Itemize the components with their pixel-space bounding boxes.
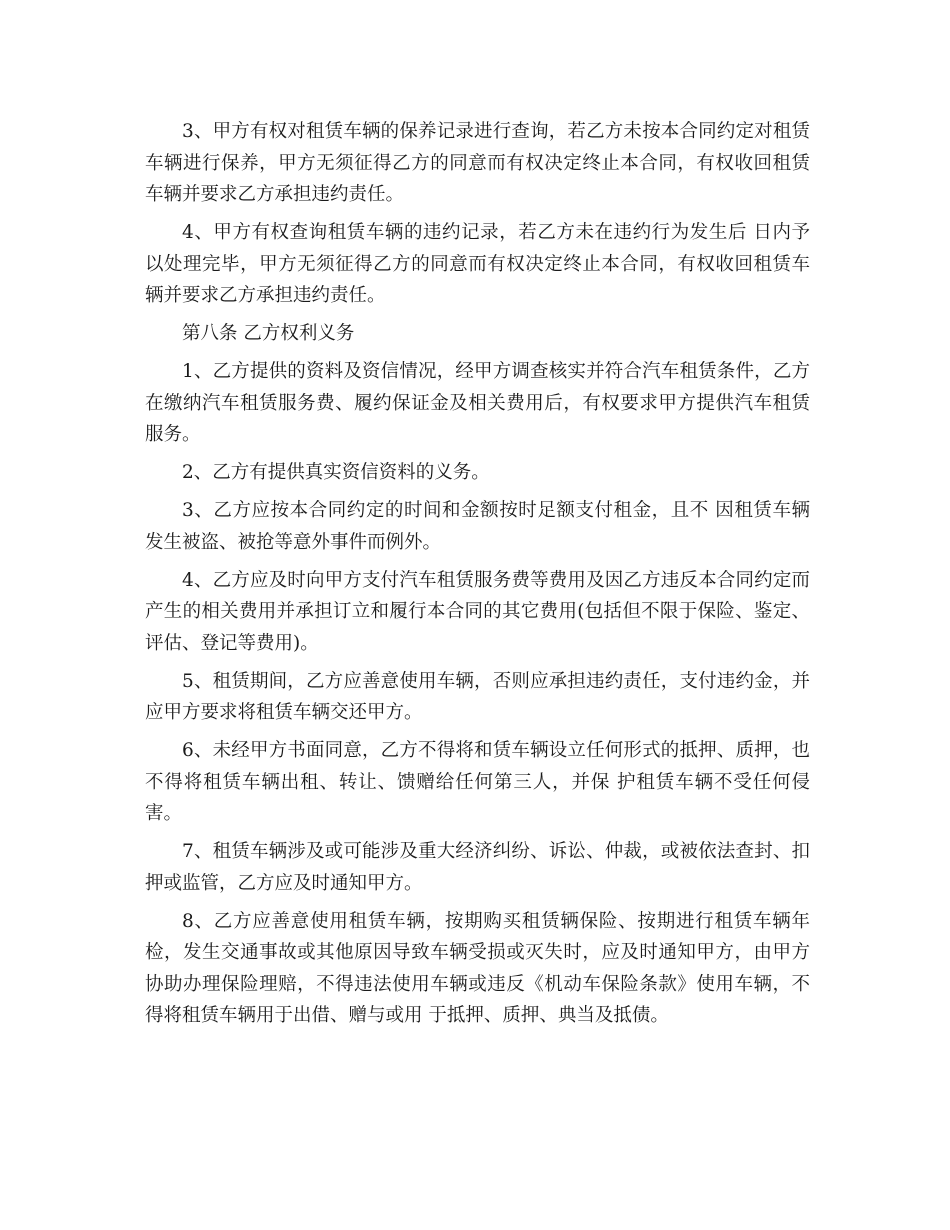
clause-paragraph: 6、未经甲方书面同意，乙方不得将和赁车辆设立任何形式的抵押、质押，也不得将租赁车辆出租、转让、馈赠给任何第三人，并保 护租赁车辆不受任何侵害。: [145, 740, 810, 824]
clause-paragraph: 4、甲方有权查询租赁车辆的违约记录，若乙方未在违约行为发生后 日内予以处理完毕，甲方无须征得乙方的同意而有权决定终止本合同，有权收回租赁车辆并要求乙方承担违约责任。: [145, 222, 810, 306]
clause-paragraph: 3、甲方有权对租赁车辆的保养记录进行查询，若乙方未按本合同约定对租赁车辆进行保养，甲方无须征得乙方的同意而有权决定终止本合同，有权收回租赁车辆并要求乙方承担违约责任。: [145, 121, 810, 205]
clause-paragraph: 7、租赁车辆涉及或可能涉及重大经济纠纷、诉讼、仲裁，或被依法查封、扣押或监管，乙方应及时通知甲方。: [145, 841, 810, 894]
clause-paragraph: 2、乙方有提供真实资信资料的义务。: [182, 462, 490, 483]
clause-paragraph: 3、乙方应按本合同约定的时间和金额按时足额支付租金，且不 因租赁车辆发生被盗、被抢等意外事件而例外。: [145, 500, 810, 553]
clause-paragraph: 5、租赁期间，乙方应善意使用车辆，否则应承担违约责任，支付违约金，并应甲方要求将租赁车辆交还甲方。: [145, 670, 810, 723]
document-body: [145, 116, 810, 1038]
clause-paragraph: 8、乙方应善意使用租赁车辆，按期购买租赁辆保险、按期进行租赁车辆年检，发生交通事故或其他原因导致车辆受损或灭失时，应及时通知甲方，由甲方协助办理保险理赔，不得违法使用车辆或违反《机动车保险条款》使用车辆，不得将租赁车辆用于出借、赠与或用 于抵押、质押、典当及抵债。: [145, 910, 810, 1026]
clause-paragraph: 4、乙方应及时向甲方支付汽车租赁服务费等费用及因乙方违反本合同约定而产生的相关费用并承担订立和履行本合同的其它费用(包括但不限于保险、鉴定、评估、登记等费用)。: [145, 569, 810, 654]
clause-paragraph: 1、乙方提供的资料及资信情况，经甲方调查核实并符合汽车租赁条件，乙方在缴纳汽车租赁服务费、履约保证金及相关费用后，有权要求甲方提供汽车租赁服务。: [145, 361, 810, 445]
section-heading: 第八条 乙方权利义务: [182, 323, 355, 344]
